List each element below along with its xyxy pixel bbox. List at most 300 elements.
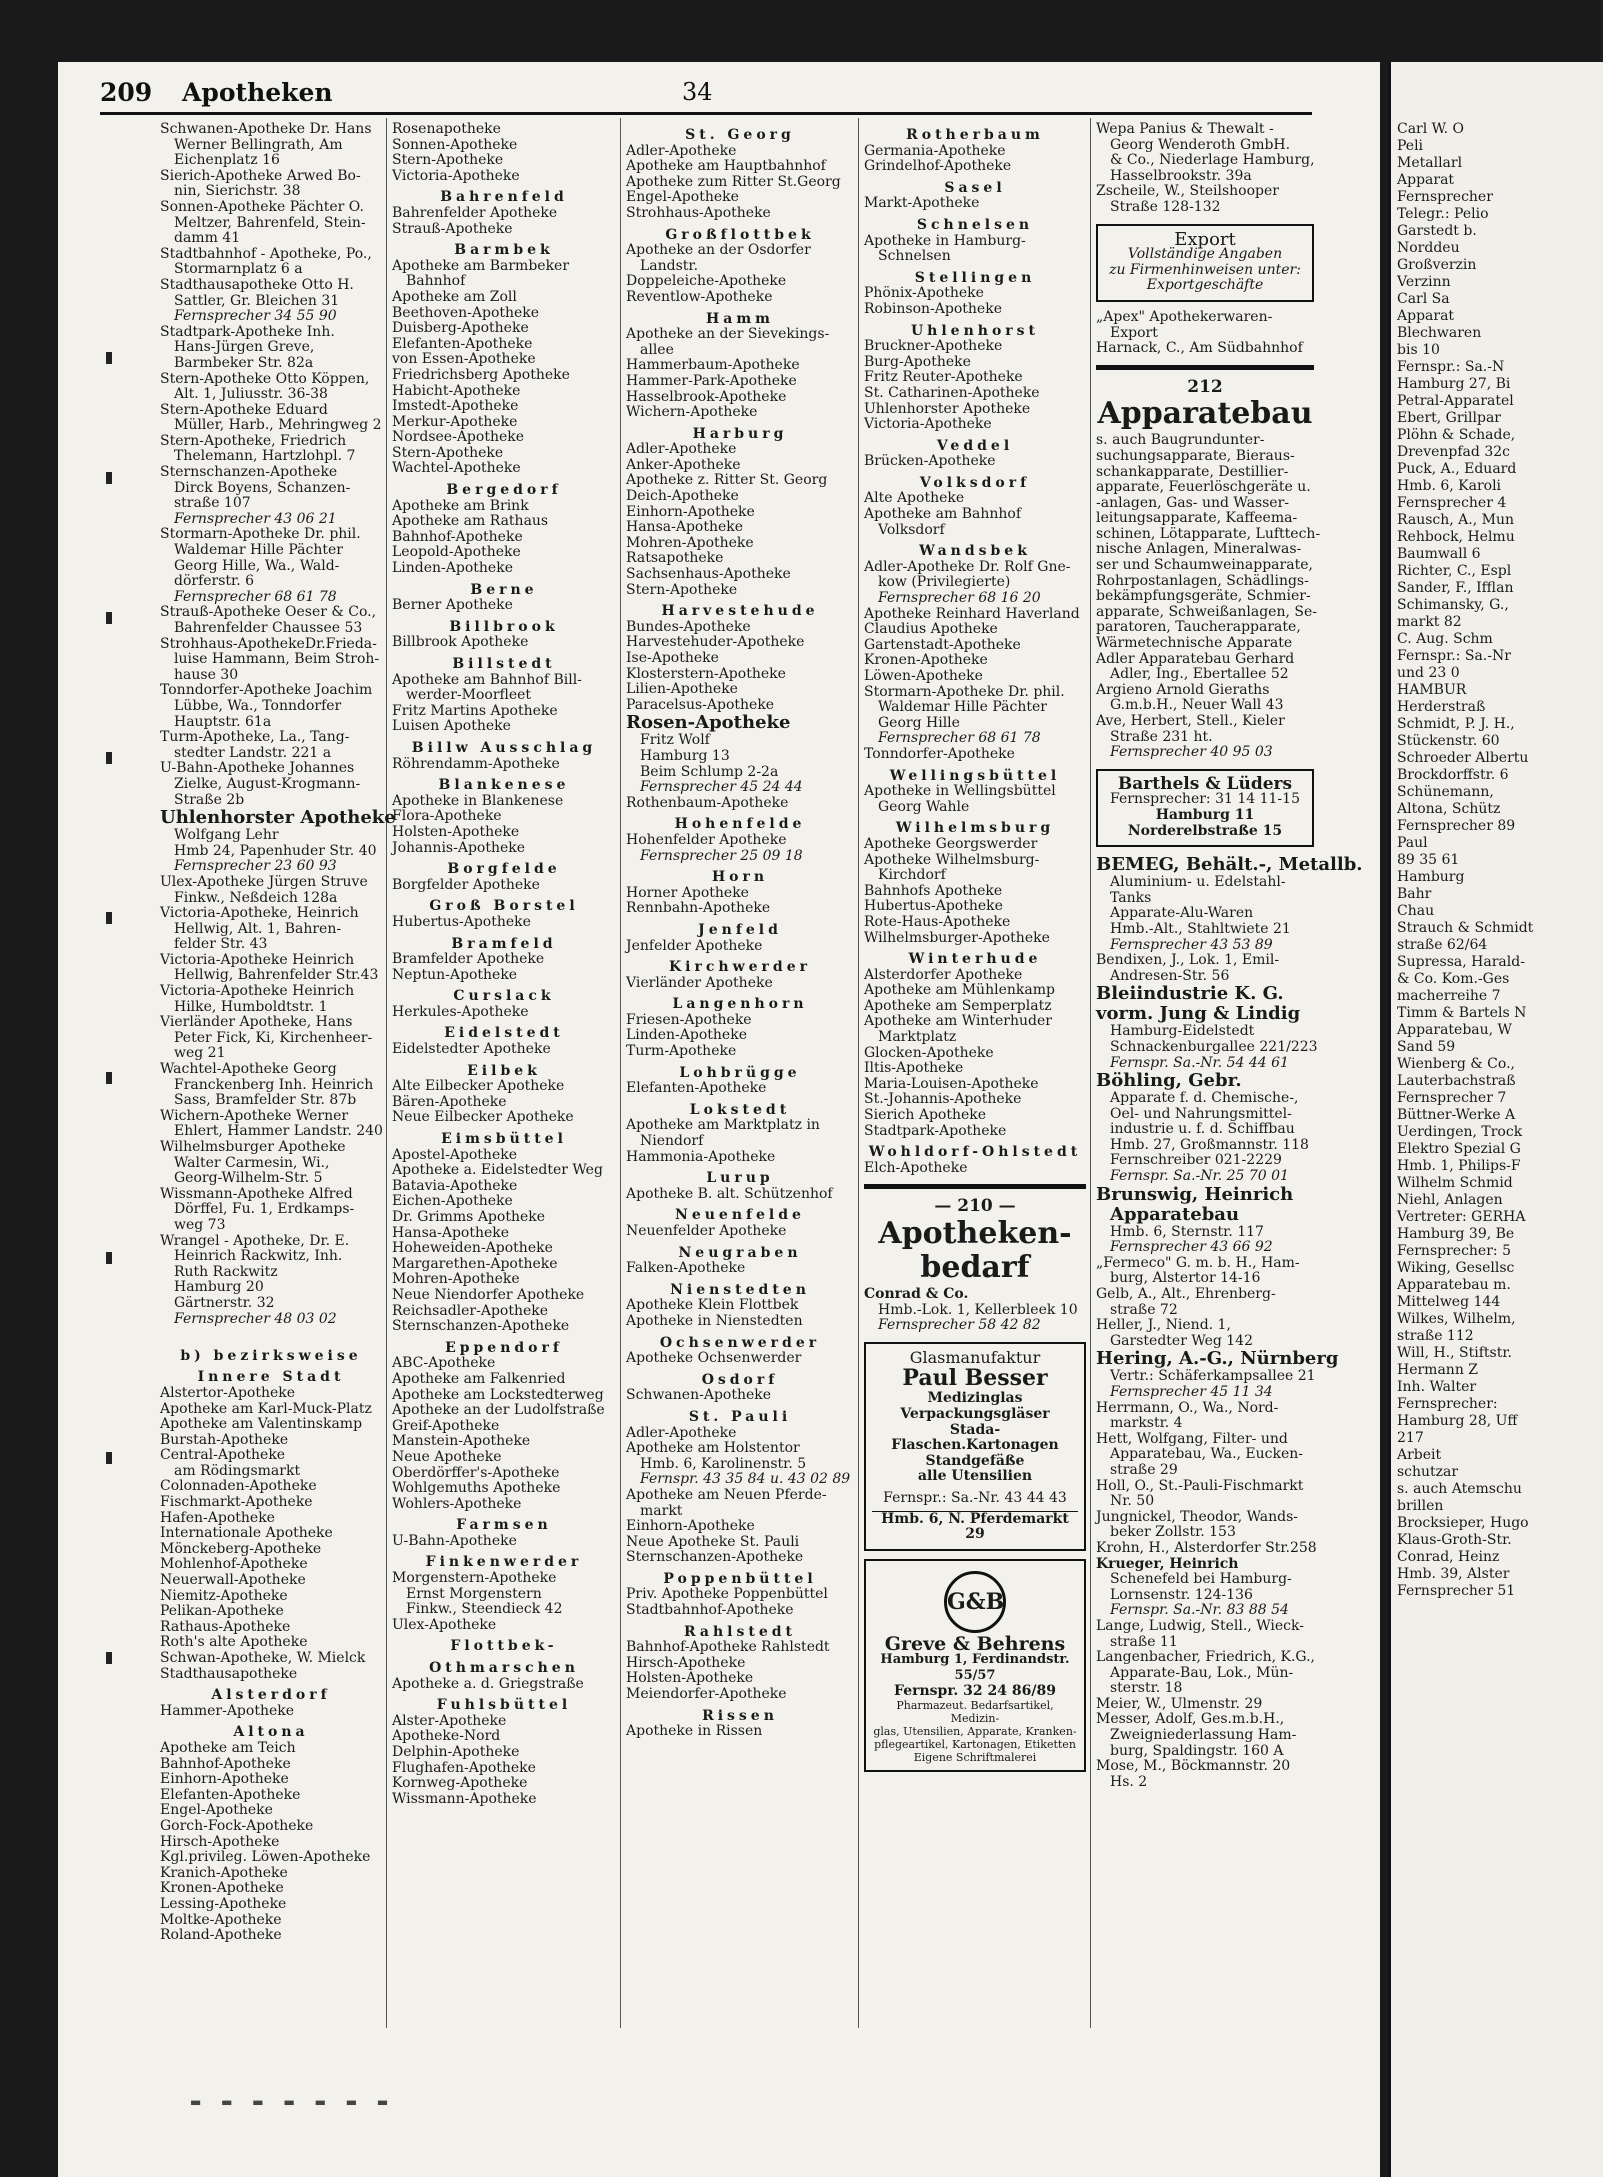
directory-entry: Bahnhof-Apotheke <box>160 1755 291 1772</box>
directory-entry: Argieno Arnold Gieraths <box>1096 681 1270 698</box>
directory-entry: Fernspr. Sa.-Nr. 54 44 61 <box>1110 1054 1289 1071</box>
next-page-fragment: Baumwall 6 <box>1397 546 1481 562</box>
district-heading: Eilbek <box>467 1062 541 1079</box>
next-page-fragment: Arbeit <box>1397 1447 1442 1463</box>
directory-entry: St. Catharinen-Apotheke <box>864 384 1040 401</box>
column-3 <box>626 122 854 2032</box>
next-page-fragment: Stückenstr. 60 <box>1397 733 1500 749</box>
directory-entry: Wissmann-Apotheke <box>392 1790 537 1807</box>
directory-entry: Morgenstern-Apotheke <box>392 1570 557 1587</box>
directory-entry: Peter Fick, Ki, Kirchenheer- <box>174 1029 373 1046</box>
directory-entry: Langenbacher, Friedrich, K.G., <box>1096 1649 1315 1666</box>
export-note: Exportgeschäfte <box>1146 277 1264 294</box>
page-number: 209 <box>100 78 153 107</box>
directory-entry: Wachtel-Apotheke <box>392 460 521 477</box>
directory-entry: Stern-Apotheke <box>392 444 504 461</box>
district-heading: Finkenwerder <box>425 1554 583 1571</box>
directory-entry: Bundes-Apotheke <box>626 618 751 635</box>
directory-entry: Paracelsus-Apotheke <box>626 696 775 713</box>
directory-entry: Reventlow-Apotheke <box>626 288 773 305</box>
directory-entry: Stadthausapotheke Otto H. <box>160 276 354 293</box>
directory-entry: Hering, A.-G., Nürnberg <box>1096 1348 1339 1370</box>
directory-entry: Hammer-Park-Apotheke <box>626 372 797 389</box>
district-heading: Bergedorf <box>446 482 562 499</box>
directory-entry: Fritz Wolf <box>640 732 710 749</box>
directory-entry: Rosen-Apotheke <box>626 712 791 734</box>
directory-entry: Stadtbahnhof - Apotheke, Po., <box>160 245 372 262</box>
directory-entry: Gartenstadt-Apotheke <box>864 636 1021 653</box>
directory-entry: Hmb. 27, Großmannstr. 118 <box>1110 1136 1309 1153</box>
directory-entry: Rote-Haus-Apotheke <box>864 913 1011 930</box>
directory-entry: Apotheke Wilhelmsburg- <box>864 851 1040 868</box>
directory-entry: Falken-Apotheke <box>626 1260 746 1277</box>
district-heading: Winterhude <box>908 951 1042 968</box>
directory-entry: markt <box>640 1502 683 1519</box>
directory-entry: straße 29 <box>1110 1461 1178 1478</box>
export-note: zu Firmenhinweisen unter: <box>1109 261 1301 278</box>
ad-title: Greve & Behrens <box>884 1632 1066 1655</box>
directory-entry: Deich-Apotheke <box>626 488 739 505</box>
directory-entry: Bahnhofs Apotheke <box>864 882 1003 899</box>
directory-entry: sterstr. 18 <box>1110 1680 1183 1697</box>
directory-entry: Gorch-Fock-Apotheke <box>160 1817 314 1834</box>
directory-entry: Brunswig, Heinrich <box>1096 1183 1294 1205</box>
directory-entry: Uhlenhorster Apotheke <box>864 400 1031 417</box>
section-heading: Apparatebau <box>1097 396 1313 432</box>
directory-entry: Hubertus-Apotheke <box>392 913 531 930</box>
next-page-fragment: Verzinn <box>1397 274 1451 290</box>
directory-entry: industrie u. f. d. Schiffbau <box>1110 1121 1295 1138</box>
directory-entry: Tanks <box>1110 889 1152 906</box>
directory-entry: Hs. 2 <box>1110 1773 1148 1790</box>
directory-entry: Hammer-Apotheke <box>160 1702 295 1719</box>
page-title: Apotheken <box>182 78 333 107</box>
section-heading-2: bedarf <box>920 1250 1030 1285</box>
next-page-fragment: Supressa, Harald- <box>1397 954 1525 970</box>
directory-entry: Strohhaus-Apotheke <box>626 204 771 221</box>
next-page-fragment: Schmidt, P. J. H., <box>1397 716 1515 732</box>
directory-entry: Margarethen-Apotheke <box>392 1255 558 1272</box>
directory-entry: Aluminium- u. Edelstahl- <box>1110 874 1286 891</box>
directory-entry: Ruth Rackwitz <box>174 1263 278 1280</box>
directory-entry: Neuerwall-Apotheke <box>160 1572 306 1589</box>
directory-entry: Alte Eilbecker Apotheke <box>392 1078 565 1095</box>
directory-entry: Kronen-Apotheke <box>160 1880 284 1897</box>
directory-entry: Sachsenhaus-Apotheke <box>626 566 791 583</box>
directory-entry: Kranich-Apotheke <box>160 1864 288 1881</box>
next-page-edge <box>1388 62 1603 2177</box>
directory-entry: Apparate f. d. Chemische-, <box>1110 1090 1299 1107</box>
directory-entry: Hmb. 6, Sternstr. 117 <box>1110 1223 1264 1240</box>
directory-entry: Apotheke am Falkenried <box>392 1370 566 1387</box>
directory-entry: Mose, M., Böckmannstr. 20 <box>1096 1758 1291 1775</box>
ad-line: Hmb. 6, N. Pferdemarkt 29 <box>872 1511 1078 1543</box>
directory-entry: Schenefeld bei Hamburg- <box>1110 1571 1292 1588</box>
directory-entry: weg 21 <box>174 1045 226 1062</box>
directory-entry: ABC-Apotheke <box>392 1355 496 1372</box>
directory-entry: Apotheke am Mühlenkamp <box>864 982 1055 999</box>
district-heading: Poppenbüttel <box>663 1570 817 1587</box>
center-page-number: 34 <box>682 78 713 106</box>
next-page-fragment: Apparatebau m. <box>1397 1277 1511 1293</box>
directory-entry: Fernsprecher 34 55 90 <box>174 308 337 325</box>
directory-entry: Stadtbahnhof-Apotheke <box>626 1602 794 1619</box>
directory-entry: Andresen-Str. 56 <box>1110 967 1230 984</box>
district-heading: Harvestehude <box>661 603 819 620</box>
directory-entry: Franckenberg Inh. Heinrich <box>174 1076 374 1093</box>
ad-line: alle Utensilien <box>917 1468 1033 1485</box>
directory-entry: Jungnickel, Theodor, Wands- <box>1096 1508 1299 1525</box>
section-rule <box>864 1184 1086 1189</box>
directory-entry: Apparatebau <box>1110 1203 1240 1225</box>
export-box <box>1096 224 1314 302</box>
district-heading: St. Georg <box>685 127 795 143</box>
directory-entry: Niendorf <box>640 1133 704 1150</box>
next-page-fragment: Elektro Spezial G <box>1397 1141 1521 1157</box>
directory-entry: Stormarn-Apotheke Dr. phil. <box>864 683 1065 700</box>
directory-entry: Waldemar Hille Pächter <box>174 542 343 559</box>
directory-entry: nin, Sierichstr. 38 <box>174 183 301 200</box>
directory-entry: Apotheke in Blankenese <box>392 792 564 809</box>
directory-entry: Krohn, H., Alsterdorfer Str.258 <box>1096 1539 1317 1556</box>
directory-entry: Greif-Apotheke <box>392 1417 500 1434</box>
directory-entry: Schwan-Apotheke, W. Mielck <box>160 1650 366 1666</box>
next-page-fragment: Großverzin <box>1397 257 1477 273</box>
next-page-fragment: Hmb. 6, Karoli <box>1397 478 1502 494</box>
district-heading: Wellingsbüttel <box>889 767 1061 784</box>
next-page-fragment: Conrad, Heinz <box>1397 1549 1500 1565</box>
next-page-fragment: Wienberg & Co., <box>1397 1056 1515 1072</box>
directory-entry: Schwanen-Apotheke Dr. Hans <box>160 121 372 137</box>
next-page-fragment: Apparatebau, W <box>1397 1022 1512 1038</box>
directory-entry: Apotheke Reinhard Haverland <box>864 605 1080 622</box>
directory-entry: Hoheweiden-Apotheke <box>392 1240 553 1257</box>
district-heading: Veddel <box>936 437 1014 454</box>
directory-entry: Nordsee-Apotheke <box>392 429 525 446</box>
directory-entry: paratoren, Taucherapparate, <box>1096 619 1301 636</box>
directory-entry: Bahnhof-Apotheke Rahlstedt <box>626 1639 830 1656</box>
next-page-fragment: Strauch & Schmidt <box>1397 920 1534 936</box>
directory-entry: Stadtpark-Apotheke <box>864 1122 1007 1139</box>
next-page-fragment: Vertreter: GERHA <box>1397 1209 1526 1225</box>
directory-entry: Fritz Martins Apotheke <box>392 702 558 719</box>
column-divider <box>858 118 859 2028</box>
directory-entry: Oberdörffer's-Apotheke <box>392 1464 560 1481</box>
directory-entry: Georg-Wilhelm-Str. 5 <box>174 1170 323 1187</box>
district-heading: Othmarschen <box>429 1660 579 1677</box>
directory-entry: Ehlert, Hammer Landstr. 240 <box>174 1123 383 1140</box>
directory-entry: Strauß-Apotheke <box>392 220 513 237</box>
directory-entry: Linden-Apotheke <box>626 1027 747 1044</box>
directory-entry: Alsterdorfer Apotheke <box>864 966 1023 983</box>
directory-entry: Claudius Apotheke <box>864 621 998 638</box>
export-note: Vollständige Angaben <box>1127 246 1283 263</box>
directory-entry: Schwanen-Apotheke <box>626 1387 772 1404</box>
directory-entry: Hohenfelder Apotheke <box>626 831 787 848</box>
directory-entry: Rothenbaum-Apotheke <box>626 794 789 811</box>
directory-entry: Bahrenfelder Apotheke <box>392 204 558 221</box>
directory-entry: Fernsprecher 45 11 34 <box>1110 1384 1273 1400</box>
directory-entry: Bleiindustrie K. G. <box>1096 983 1284 1005</box>
directory-entry: Einhorn-Apotheke <box>160 1771 289 1788</box>
district-heading: Rissen <box>702 1707 778 1724</box>
next-page-fragment: Schroeder Albertu <box>1397 750 1529 766</box>
directory-entry: Apotheke am Bahnhof Bill- <box>392 671 582 688</box>
directory-entry: markstr. 4 <box>1110 1415 1183 1432</box>
next-page-fragment: 89 35 61 <box>1397 852 1460 868</box>
directory-entry: allee <box>640 341 674 358</box>
district-heading: Billbrook <box>449 618 559 635</box>
next-page-fragment: macherreihe 7 <box>1397 988 1501 1004</box>
directory-entry: straße 72 <box>1110 1301 1178 1318</box>
directory-entry: burg, Spaldingstr. 160 A <box>1110 1742 1284 1759</box>
next-page-fragment: Fernspr.: Sa.-N <box>1397 359 1505 375</box>
district-heading: Wandsbek <box>919 543 1031 560</box>
next-page-fragment: Blechwaren <box>1397 325 1482 341</box>
header-rule <box>100 112 1312 115</box>
directory-entry: kow (Privilegierte) <box>878 574 1011 591</box>
directory-entry: Glocken-Apotheke <box>864 1044 994 1061</box>
directory-entry: felder Str. 43 <box>174 936 268 953</box>
directory-entry: Wissmann-Apotheke Alfred <box>160 1185 353 1202</box>
directory-entry: schinen, Lötapparate, Lufttech- <box>1096 525 1321 542</box>
directory-entry: Apostel-Apotheke <box>392 1146 518 1163</box>
directory-entry: Mohren-Apotheke <box>392 1271 520 1288</box>
directory-entry: Victoria-Apotheke <box>864 416 992 433</box>
directory-entry: Sierich Apotheke <box>864 1107 987 1124</box>
directory-entry: Borgfelder Apotheke <box>392 876 540 893</box>
directory-entry: Herrmann, O., Wa., Nord- <box>1096 1399 1279 1416</box>
directory-entry: Adler, Ing., Ebertallee 52 <box>1110 666 1289 683</box>
directory-entry: Apotheke am Teich <box>160 1739 296 1756</box>
district-heading: St. Pauli <box>688 1408 792 1425</box>
directory-entry: Hasselbrookstr. 39a <box>1110 167 1252 184</box>
column-1 <box>160 121 396 2032</box>
directory-entry: Fernsprecher 43 53 89 <box>1110 936 1273 953</box>
directory-entry: Wilhelmsburger-Apotheke <box>864 929 1050 946</box>
directory-entry: Imstedt-Apotheke <box>392 398 519 415</box>
directory-entry: Barmbeker Str. 82a <box>174 354 314 371</box>
directory-entry: Zielke, August-Krogmann- <box>174 775 361 792</box>
directory-entry: beker Zollstr. 153 <box>1110 1524 1236 1541</box>
directory-entry: hause 30 <box>174 666 239 683</box>
directory-entry: Harvestehuder-Apotheke <box>626 634 805 651</box>
directory-entry: Hans-Jürgen Greve, <box>174 339 315 356</box>
directory-entry: Uhlenhorster Apotheke <box>160 807 396 829</box>
district-heading: Billw Ausschlag <box>411 739 597 756</box>
directory-entry: Burstah-Apotheke <box>160 1431 289 1448</box>
next-page-fragment: Richter, C., Espl <box>1397 563 1512 579</box>
ad-line: glas, Utensilien, Apparate, Kranken- <box>873 1725 1077 1739</box>
directory-entry: Rosenapotheke <box>392 121 501 137</box>
directory-entry: Apotheke an der Ludolfstraße <box>392 1402 605 1419</box>
directory-entry: Schnackenburgallee 221/223 <box>1110 1038 1318 1055</box>
district-heading: Ochsenwerder <box>659 1334 821 1351</box>
directory-entry: Wilhelmsburger Apotheke <box>160 1139 346 1155</box>
district-heading: Billstedt <box>452 656 556 672</box>
directory-entry: Finkw., Steendieck 42 <box>406 1601 563 1618</box>
directory-entry: Apotheke a. d. Griegstraße <box>392 1675 584 1692</box>
district-heading: Uhlenhorst <box>910 322 1040 339</box>
next-page-fragment: Brocksieper, Hugo <box>1397 1515 1529 1531</box>
directory-entry: apparate, Schweißanlagen, Se- <box>1096 603 1317 620</box>
directory-entry: Dörffel, Fu. 1, Erdkamps- <box>174 1201 355 1218</box>
directory-entry: Marktplatz <box>878 1029 957 1046</box>
directory-entry: Fritz Reuter-Apotheke <box>864 369 1023 386</box>
directory-entry: vorm. Jung & Lindig <box>1096 1003 1301 1025</box>
directory-entry: Kronen-Apotheke <box>864 652 988 669</box>
ad-line: Eigene Schriftmalerei <box>913 1751 1037 1765</box>
directory-entry: Löwen-Apotheke <box>864 668 983 684</box>
next-page-fragment: Inh. Walter <box>1397 1379 1477 1395</box>
directory-entry: Stern-Apotheke, Friedrich <box>160 432 347 449</box>
next-page-fragment: Mittelweg 144 <box>1397 1294 1501 1310</box>
next-page-fragment: Chau <box>1397 903 1435 919</box>
directory-entry: Sattler, Gr. Bleichen 31 <box>174 292 340 309</box>
directory-entry: Apotheke am Karl-Muck-Platz <box>160 1400 372 1417</box>
next-page-fragment: Lauterbachstraß <box>1397 1073 1516 1089</box>
ad-line: Fernsprecher: 31 14 11-15 <box>1110 791 1300 808</box>
directory-entry: Waldemar Hille Pächter <box>878 699 1047 716</box>
directory-entry: Rohrpostanlagen, Schädlings- <box>1096 572 1309 589</box>
directory-entry: G.m.b.H., Neuer Wall 43 <box>1110 697 1284 714</box>
directory-entry: Fernsprecher 48 03 02 <box>174 1310 337 1327</box>
directory-entry: Messer, Adolf, Ges.m.b.H., <box>1096 1711 1285 1728</box>
directory-entry: Gelb, A., Alt., Ehrenberg- <box>1096 1286 1276 1303</box>
district-heading: Borgfelde <box>447 861 561 878</box>
directory-entry: Burg-Apotheke <box>864 353 971 370</box>
next-page-fragment: Büttner-Werke A <box>1397 1107 1516 1123</box>
next-page-fragment: Fernspr.: Sa.-Nr <box>1397 648 1511 664</box>
next-page-fragment: Schünemann, <box>1397 784 1494 800</box>
directory-entry: Sternschanzen-Apotheke <box>160 464 338 481</box>
directory-entry: Apotheke am Hauptbahnhof <box>626 158 826 175</box>
directory-entry: Schnelsen <box>878 248 951 265</box>
next-page-fragment: Fernsprecher <box>1397 189 1493 205</box>
directory-entry: Müller, Harb., Mehringweg 2 <box>174 417 382 434</box>
directory-entry: burg, Alstertor 14-16 <box>1110 1270 1261 1287</box>
directory-entry: Neue Niendorfer Apotheke <box>392 1286 585 1303</box>
directory-entry: Stern-Apotheke <box>392 152 504 169</box>
directory-entry: Apotheke am Semperplatz <box>864 997 1052 1014</box>
export-title: Export <box>1174 228 1236 250</box>
entry-address: Hmb.-Lok. 1, Kellerbleek 10 <box>878 1301 1078 1318</box>
directory-entry: Hauptstr. 61a <box>174 713 272 730</box>
ad-line: Medizinglas <box>927 1390 1023 1407</box>
directory-entry: Hmb. 6, Karolinenstr. 5 <box>640 1455 807 1472</box>
directory-entry: Apotheke in Wellingsbüttel <box>864 783 1056 800</box>
district-heading: Neugraben <box>678 1244 802 1261</box>
directory-entry: nische Anlagen, Mineralwas- <box>1096 541 1302 558</box>
district-heading: Sasel <box>944 179 1006 196</box>
directory-entry: Apotheke in Hamburg- <box>864 232 1026 249</box>
next-page-fragment: Uerdingen, Trock <box>1397 1124 1523 1140</box>
directory-entry: Engel-Apotheke <box>626 189 739 206</box>
next-page-fragment: Sander, F., Ifflan <box>1397 580 1514 596</box>
directory-entry: stedter Landstr. 221 a <box>174 744 332 761</box>
directory-entry: Klosterstern-Apotheke <box>626 665 786 682</box>
directory-entry: Jenfelder Apotheke <box>626 937 763 954</box>
directory-entry: Wärmetechnische Apparate <box>1096 635 1293 652</box>
directory-entry: Tonndorfer-Apotheke Joachim <box>160 682 373 699</box>
directory-entry: Merkur-Apotheke <box>392 413 518 430</box>
district-heading: Wohldorf-Ohlstedt <box>868 1144 1082 1161</box>
directory-entry: Apotheke in Nienstedten <box>626 1312 803 1329</box>
directory-entry: Wichern-Apotheke Werner <box>160 1107 349 1124</box>
district-heading: Lurup <box>706 1170 774 1187</box>
directory-entry: U-Bahn-Apotheke Johannes <box>160 760 355 777</box>
directory-entry: Lilien-Apotheke <box>626 681 738 698</box>
directory-entry: Stadthausapotheke <box>160 1665 298 1682</box>
directory-entry: suchungsapparate, Bieraus- <box>1096 447 1295 464</box>
directory-entry: Apotheke Klein Flottbek <box>626 1297 799 1314</box>
directory-entry: Engel-Apotheke <box>160 1802 273 1819</box>
district-heading: Lohbrügge <box>679 1064 801 1081</box>
directory-entry: Apotheke z. Ritter St. Georg <box>626 472 828 489</box>
directory-entry: Apotheke am Winterhuder <box>864 1013 1052 1030</box>
directory-entry: Holsten-Apotheke <box>626 1670 754 1687</box>
directory-entry: Herkules-Apotheke <box>392 1003 529 1020</box>
next-page-fragment: Rausch, A., Mun <box>1397 512 1514 528</box>
entry-phone: Fernsprecher 58 42 82 <box>878 1317 1041 1334</box>
directory-entry: Rennbahn-Apotheke <box>626 900 771 917</box>
directory-entry: Finkw., Neßdeich 128a <box>174 889 338 906</box>
next-page-fragment: Apparat <box>1397 308 1455 324</box>
directory-entry: Alstertor-Apotheke <box>160 1384 296 1401</box>
directory-entry: Sternschanzen-Apotheke <box>626 1549 804 1566</box>
directory-entry: Hamburg-Eidelstedt <box>1110 1023 1255 1040</box>
directory-entry: Neuenfelder Apotheke <box>626 1223 787 1239</box>
directory-entry: Alte Apotheke <box>864 490 965 507</box>
directory-entry: werder-Moorfleet <box>406 687 532 704</box>
next-page-fragment: Hamburg 39, Be <box>1397 1226 1515 1242</box>
directory-entry: ser und Schaumweinapparate, <box>1096 557 1313 574</box>
directory-entry: Fernsprecher 68 16 20 <box>878 590 1041 607</box>
directory-entry: Friedrichsberg Apotheke <box>392 366 570 383</box>
directory-entry: Doppeleiche-Apotheke <box>626 273 787 290</box>
directory-entry: Victoria-Apotheke <box>392 167 520 184</box>
directory-entry: Hammerbaum-Apotheke <box>626 357 800 374</box>
directory-entry: Delphin-Apotheke <box>392 1744 520 1760</box>
district-heading: Harburg <box>692 425 788 442</box>
directory-entry: Grindelhof-Apotheke <box>864 158 1012 175</box>
ad-line: Fernspr.: Sa.-Nr. 43 44 43 <box>883 1489 1067 1506</box>
directory-entry: Colonnaden-Apotheke <box>160 1478 317 1495</box>
next-page-fragment: Wilhelm Schmid <box>1397 1175 1513 1191</box>
directory-entry: St.-Johannis-Apotheke <box>864 1091 1022 1108</box>
directory-entry: dörferstr. 6 <box>174 573 255 590</box>
next-page-fragment: Fernsprecher: <box>1397 1396 1498 1412</box>
directory-entry: Straße 128-132 <box>1110 198 1221 215</box>
next-page-fragment: Metallarl <box>1397 155 1463 171</box>
directory-entry: Adler-Apotheke <box>626 142 737 159</box>
directory-entry: Hamburg 20 <box>174 1279 264 1296</box>
directory-entry: Hirsch-Apotheke <box>626 1654 746 1671</box>
column-divider <box>1090 118 1091 2028</box>
entry-name: Conrad & Co. <box>864 1286 969 1302</box>
directory-entry: Phönix-Apotheke <box>864 285 984 302</box>
directory-entry: Markt-Apotheke <box>864 195 980 212</box>
next-page-fragment: straße 62/64 <box>1397 937 1488 953</box>
directory-entry: Bendixen, J., Lok. 1, Emil- <box>1096 952 1280 969</box>
directory-entry: Apotheke am Lockstedterweg <box>392 1386 604 1403</box>
directory-entry: Heller, J., Niend. 1, <box>1096 1317 1231 1334</box>
directory-entry: Duisberg-Apotheke <box>392 320 529 337</box>
directory-entry: Gärtnerstr. 32 <box>174 1294 275 1311</box>
directory-entry: Elefanten-Apotheke <box>160 1786 301 1803</box>
district-heading: Hohenfelde <box>674 816 806 833</box>
directory-entry: Hubertus-Apotheke <box>864 898 1003 915</box>
